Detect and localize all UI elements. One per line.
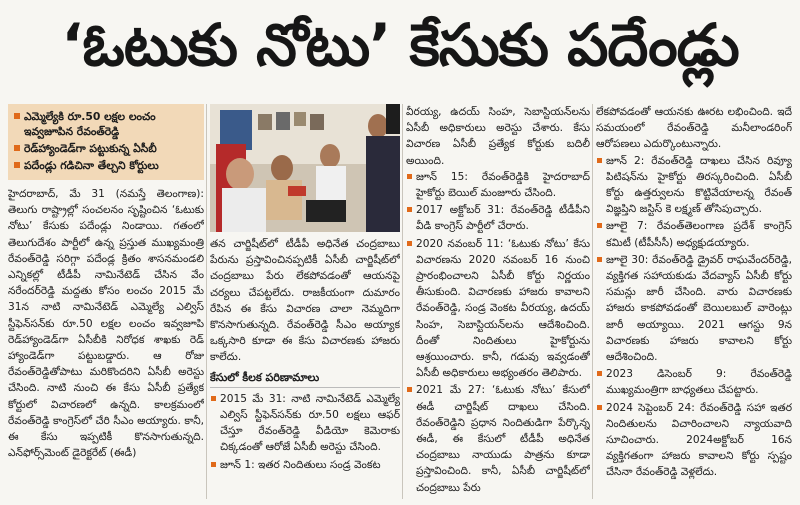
article-body-continued: తన చార్జిషీట్‌లో టీడీపీ అధినేత చంద్రబాబు పేరును ప్రస్తావించినప్పటికీ ఏసీబీ చార్జిషీట్‌లో చంద్రబాబు పేరు లేకపోవడంతో ఆయనపై చర్యలు చేపట్టలేదు. రాజకీయంగా దుమారం రేపిన ఈ కేసు విచారణ చాలా నెమ్మదిగా కొనసాగుతున్నది. రేవంత్‌రెడ్డి సీఎం అయ్యాక ఒక్కసారి కూడా ఈ కేసు విచారణకు హాజరు కాలేదు. — [210, 238, 400, 364]
timeline-item: 2020 నవంబర్‌ 11: ‘ఓటుకు నోటు’ కేసు విచారణను 2020 నవంబర్‌ 16 నుంచి ప్రారంభించాలని ఏసీబీ కోర్టు నిర్ణయం తీసుకుంది. విచారణకు హాజరు కావాలని రేవంత్‌రెడ్డి, సండ్ర వెంకట వీరయ్య, ఉదయ్‌ సింహ, సెబాస్టియన్‌లను ఆదేశించింది. దీంతో నిందితులు హైకోర్టును ఆశ్రయించారు. కానీ, గడువు ఇవ్వడంతో ఏసీబీ అధికారులు అభ్యంతరం తెలిపారు. — [406, 236, 590, 382]
timeline-item: 2015 మే 31: నాటి నామినేటెడ్‌ ఎమ్మెల్యే ఎల్విస్‌ స్టీఫెన్‌సన్‌కు రూ.50 లక్షలు ఆఫర్‌ చేస్తూ రేవంత్‌రెడ్డి వీడియో కెమెరాకు చిక్కడంతో ఆరోజే ఏసీబీ అరెస్టు చేసింది. — [210, 391, 400, 456]
timeline-item: 2023 డిసెంబర్‌ 9: రేవంత్‌రెడ్డి ముఖ్యమంత్రిగా బాధ్యతలు చేపట్టారు. — [596, 366, 792, 398]
highlight-item: ఎమ్మెల్యేకి రూ.50 లక్షల లంచం ఇవ్వజూపిన రేవంత్‌రెడ్డి — [14, 109, 198, 139]
timeline-item: జూలై 30: రేవంత్‌రెడ్డి డ్రైవర్‌ రాఘవేందర్‌రెడ్డి, వ్యక్తిగత సహాయకుడు వేదవ్యాస్‌ ఏసీబీ కోర్టు సమన్లు జారీ చేసింది. వారు విచారణకు హాజరు కాకపోవడంతో బెయిలబుల్‌ వారెంట్లు జారీ అయ్యాయి. 2021 ఆగస్టు 9న విచారణకు హాజరు కావాలని కోర్టు ఆదేశించింది. — [596, 252, 792, 365]
column-1 — [8, 104, 204, 461]
column-divider — [402, 104, 403, 499]
column-divider — [206, 104, 207, 499]
highlight-item: రెడ్‌హ్యాండెడ్‌గా పట్టుకున్న ఏసీబీ — [14, 141, 198, 156]
timeline-heading: కేసులో కీలక పరిణామాలు — [210, 370, 400, 388]
column-3 — [406, 104, 590, 497]
headline: ‘ఓటుకు నోటు’ కేసుకు పదేండ్లు — [61, 10, 739, 79]
timeline-continued: లేకపోవడంతో ఆయనకు ఊరట లభించింది. ఇదే సమయంలో రేవంత్‌రెడ్డి మనీలాండరింగ్‌ ఆరోపణలు ఎదుర్కొంటున్నారు. — [596, 106, 792, 151]
photo-illustration — [210, 104, 400, 232]
news-photo — [210, 104, 400, 232]
column-4 — [596, 104, 792, 482]
timeline-item: జూన్‌ 2: రేవంత్‌రెడ్డి దాఖలు చేసిన రివ్యూ పిటిషన్‌ను హైకోర్టు తిరస్కరించింది. ఏసీబీ కోర్టు ఉత్తర్వులను కొట్టివేయాలన్న రేవంత్‌ విజ్ఞప్తిని జస్టిస్‌ కె లక్ష్మణ్‌ తోసిపుచ్చారు. — [596, 153, 792, 218]
timeline-item: జూన్‌ 1: ఇతర నిందితులు సండ్ర వెంకట — [210, 457, 400, 473]
highlight-item: పదేండ్లు గడిచినా తేల్చని కోర్టులు — [14, 158, 198, 173]
article-body-intro: హైదరాబాద్‌, మే 31 (నమస్తే తెలంగాణ): తెలుగు రాష్ట్రాల్లో సంచలనం సృష్టించిన ‘ఓటుకు నోటు’ కేసుకు పదేండ్లు నిండాయి. గతంలో తెలుగుదేశం పార్టీలో ఉన్న ప్రస్తుత ముఖ్యమంత్రి రేవంత్‌రెడ్డి సరిగ్గా పదేండ్ల క్రితం శాసనమండలి ఎన్నికల్లో టీడీపీ నామినేటెడ్‌ చేసిన వేం నరేందర్‌రెడ్డి మద్దతు కోసం లంచం 2015 మే 31న నాటి నామినేటెడ్‌ ఎమ్మెల్యే ఎల్విస్‌ స్టీఫెన్‌సన్‌కు రూ.50 లక్షల లంచం ఇవ్వజూపి రెడ్‌హ్యాండెడ్‌గా ఏసీబీకి నిరోధక శాఖకు రెడ్‌ హ్యాండెడ్‌గా పట్టుబడ్డారు. ఆ రోజు రేవంత్‌రెడ్డితోపాటు మరికొందరిని ఏసీబీ అరెస్టు చేసింది. నాటి నుంచి ఈ కేసు ఏసీబీ ప్రత్యేక కోర్టులో విచారణలో ఉన్నది. కాలక్రమంలో రేవంత్‌రెడ్డి కాంగ్రెస్‌లో చేరి సీఎం అయ్యారు. కానీ, ఈ కేసు ఇప్పటికీ కొనసాగుతున్నది. ఎన్‌ఫోర్స్‌మెంట్‌ డైరెక్టరేట్‌ (ఈడీ) — [8, 188, 204, 460]
highlights-box — [8, 104, 204, 180]
timeline-item: జూలై 7: రేవంత్‌తెలంగాణ ప్రదేశ్‌ కాంగ్రెస్‌ కమిటీ (టీపీసీసీ) అధ్యక్షుడయ్యారు. — [596, 218, 792, 250]
timeline-item: 2017 అక్టోబర్‌ 31: రేవంత్‌రెడ్డి టీడీపీని వీడి కాంగ్రెస్‌ పార్టీలో చేరారు. — [406, 202, 590, 234]
column-divider — [592, 104, 593, 499]
column-2 — [210, 236, 400, 474]
timeline-item: 2024 సెప్టెంబర్‌ 24: రేవంత్‌రెడ్డి సహా ఇతర నిందితులను విచారించాలని న్యాయవాది సూచించారు. 2024అక్టోబర్‌ 16న వ్యక్తిగతంగా హాజరు కావాలని కోర్టు స్పష్టం చేసినా రేవంత్‌రెడ్డి వెళ్లలేదు. — [596, 400, 792, 481]
timeline-item: 2021 మే 27: ‘ఓటుకు నోటు’ కేసులో ఈడీ చార్జిషీట్‌ దాఖలు చేసింది. రేవంత్‌రెడ్డిని ప్రధాన నిందితుడిగా పేర్కొన్న ఈడీ, ఈ కేసులో టీడీపీ అధినేత చంద్రబాబు నాయుడు పాత్రను కూడా ప్రస్తావించింది. కానీ, ఏసీబీ చార్జిషీట్‌లో చంద్రబాబు పేరు — [406, 382, 590, 495]
timeline-continued: వీరయ్య, ఉదయ్‌ సింహ, సెబాస్టియన్‌లను ఏసీబీ అధికారులు అరెస్టు చేశారు. కేసు విచారణ ఏసీబీ ప్రత్యేక కోర్టుకు బదిలీ అయింది. — [406, 106, 590, 167]
timeline-item: జూన్‌ 15: రేవంత్‌రెడ్డికి హైదరాబాద్‌ హైకోర్టు బెయిల్‌ మంజూరు చేసింది. — [406, 169, 590, 201]
